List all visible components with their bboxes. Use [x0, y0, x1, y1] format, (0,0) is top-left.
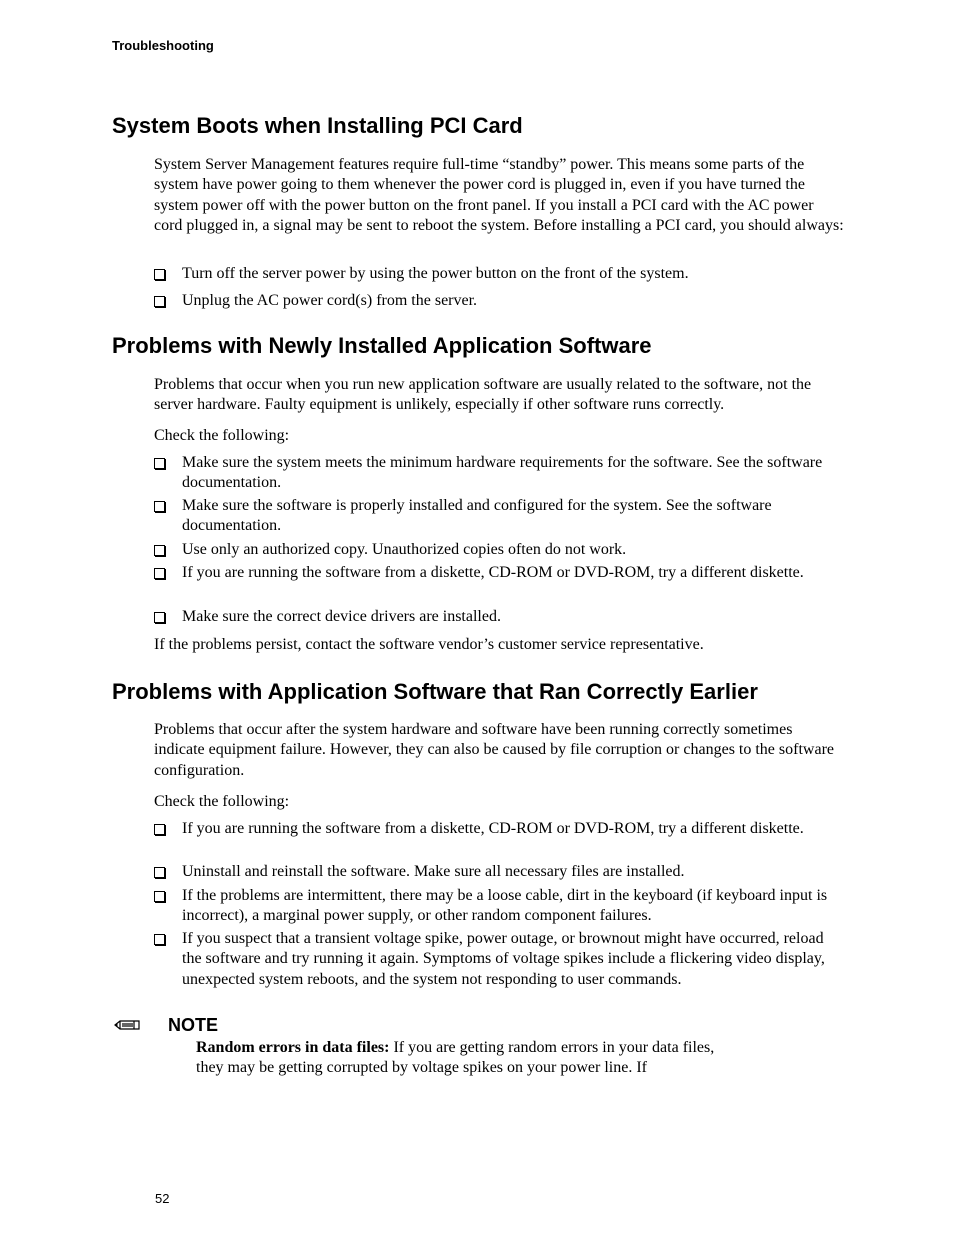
checkbox-bullet-icon — [154, 501, 165, 512]
list-item: Turn off the server power by using the power button on the front of the system. — [154, 264, 844, 284]
section-heading: System Boots when Installing PCI Card — [112, 113, 523, 138]
list-item: Make sure the software is properly installed and configured for the system. See the software documentation. — [154, 496, 844, 537]
section-heading: Problems with Application Software that Ran Correctly Earlier — [112, 679, 758, 704]
checkbox-bullet-icon — [154, 824, 165, 835]
paragraph: System Server Management features require full-time “standby” power. This means some parts of the system have power going to them whenever the power cord is plugged in, even if you have turned the system power off with the power button on the front panel. If you install a PCI card with the AC power cord plugged in, a signal may be sent to reboot the system. Before installing a PCI card, you should always: — [154, 156, 844, 235]
running-header: Troubleshooting — [112, 38, 214, 53]
paragraph: Check the following: — [154, 793, 290, 810]
checkbox-bullet-icon — [154, 458, 165, 469]
checkbox-bullet-icon — [154, 891, 165, 902]
list-item: If you suspect that a transient voltage spike, power outage, or brownout might have occurred, reload the software and try running it again. Symptoms of voltage spikes include a flickering video display, unexpected system reboots, and the system not responding to user commands. — [154, 929, 844, 990]
list-item: Uninstall and reinstall the software. Make sure all necessary files are installed. — [154, 862, 844, 882]
checkbox-bullet-icon — [154, 269, 165, 280]
checkbox-bullet-icon — [154, 568, 165, 579]
checkbox-bullet-icon — [154, 296, 165, 307]
checkbox-bullet-icon — [154, 545, 165, 556]
pencil-icon — [113, 1016, 143, 1034]
checkbox-bullet-icon — [154, 867, 165, 878]
checkbox-bullet-icon — [154, 612, 165, 623]
list-item: Unplug the AC power cord(s) from the server. — [154, 291, 844, 311]
paragraph: Problems that occur after the system hardware and software have been running correctly sometimes indicate equipment failure. However, they can also be caused by file corruption or changes to the software configuration. — [154, 721, 834, 779]
list-item: Make sure the system meets the minimum hardware requirements for the software. See the software documentation. — [154, 453, 844, 494]
list-item: Use only an authorized copy. Unauthorized copies often do not work. — [154, 540, 844, 560]
list-item: Make sure the correct device drivers are installed. — [154, 607, 844, 627]
note-body — [196, 1038, 736, 1079]
list-item: If you are running the software from a diskette, CD-ROM or DVD-ROM, try a different diskette. — [154, 819, 844, 839]
paragraph: Problems that occur when you run new application software are usually related to the software, not the server hardware. Faulty equipment is unlikely, especially if other software runs correctly. — [154, 376, 812, 414]
list-item: If you are running the software from a diskette, CD-ROM or DVD-ROM, try a different diskette. — [154, 563, 844, 583]
section-heading: Problems with Newly Installed Application Software — [112, 333, 652, 358]
note-lead: Random errors in data files: — [196, 1039, 390, 1056]
note-text: If you are getting random errors in your data files, they may be getting corrupted by voltage spikes on your power line. If — [196, 1039, 715, 1077]
checkbox-bullet-icon — [154, 934, 165, 945]
paragraph: If the problems persist, contact the software vendor’s customer service representative. — [154, 636, 704, 653]
page-number: 52 — [155, 1191, 170, 1206]
note-heading: NOTE — [168, 1015, 219, 1035]
paragraph: Check the following: — [154, 427, 290, 444]
list-item: If the problems are intermittent, there may be a loose cable, dirt in the keyboard (if keyboard input is incorrect), a marginal power supply, or other random component failures. — [154, 886, 844, 927]
